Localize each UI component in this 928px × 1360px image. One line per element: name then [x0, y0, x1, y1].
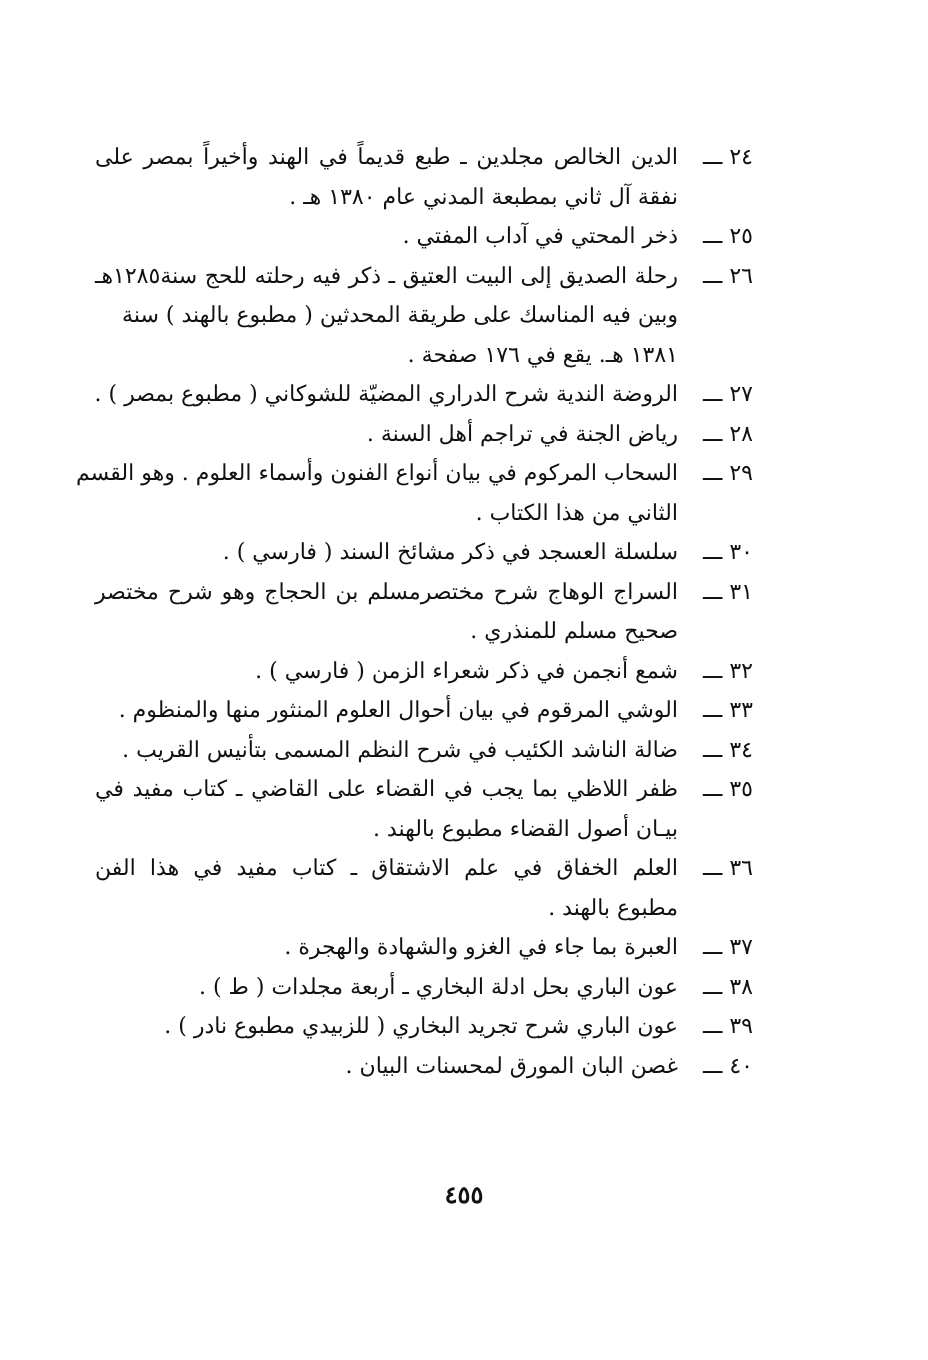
entry-text: الروضة الندية شرح الدراري المضيّة للشوكاني ( مطبوع بمصر ) .: [94, 382, 678, 407]
list-item: [95, 652, 753, 692]
entry-text: رياض الجنة في تراجم أهل السنة .: [366, 421, 678, 447]
entry-number: ٣٨ ـــ: [703, 974, 753, 1000]
entry-text: ١٣٨١ هـ. يقع في ١٧٦ صفحة .: [407, 342, 678, 368]
entry-text: السراج الوهاج شرح مختصرمسلم بن الحجاج وهو شرح مختصر: [95, 579, 678, 605]
entry-number: ٣٣ ـــ: [703, 698, 753, 723]
list-item: [95, 1047, 753, 1087]
entry-number: ٣٩ ـــ: [703, 1014, 753, 1039]
entry-text: الوشي المرقوم في بيان أحوال العلوم المنثور منها والمنظوم .: [118, 698, 678, 723]
entry-text: السحاب المركوم في بيان أنواع الفنون وأسماء العلوم . وهو القسم: [76, 461, 678, 486]
list-item: [95, 138, 753, 217]
list-item: [95, 928, 753, 968]
list-item: [95, 1007, 753, 1047]
entry-number: ٣٤ ـــ: [703, 737, 753, 763]
entry-number: ٢٨ ـــ: [703, 421, 753, 447]
entry-number: ٢٩ ـــ: [703, 461, 753, 486]
list-item: [95, 375, 753, 415]
entry-text: ظفر اللاظي بما يجب في القضاء على القاضي ـ كتاب مفيد في: [95, 777, 678, 802]
entry-text: ضالة الناشد الكئيب في شرح النظم المسمى بتأنيس القريب .: [122, 737, 678, 763]
entry-number: ٣٦ ـــ: [703, 856, 753, 881]
list-item: [76, 454, 753, 533]
entry-text: صحيح مسلم للمنذري .: [470, 619, 678, 644]
list-item: [95, 415, 753, 455]
entry-text: غصن البان المورق لمحسنات البيان .: [345, 1053, 678, 1079]
entry-text: الدين الخالص مجلدين ـ طبع قديماً في الهند وأخيراً بمصر على: [95, 145, 678, 170]
entry-number: ٢٤ ـــ: [703, 145, 753, 170]
entry-number: ٣٢ ـــ: [703, 658, 753, 684]
entry-number: ٢٦ ـــ: [703, 263, 753, 289]
entry-text: الثاني من هذا الكتاب .: [475, 500, 678, 526]
entry-text: عون الباري بحل ادلة البخاري ـ أربعة مجلدات ( ط ) .: [198, 974, 678, 1000]
list-item: [95, 731, 753, 771]
entry-number: ٢٧ ـــ: [703, 382, 753, 407]
list-item: [95, 770, 753, 849]
entry-text: العبرة بما جاء في الغزو والشهادة والهجرة .: [284, 935, 678, 960]
entry-number: ٣١ ـــ: [703, 579, 753, 605]
list-item: [95, 849, 753, 928]
entry-text: بيـان أصول القضاء مطبوع بالهند .: [372, 816, 678, 842]
list-item: [95, 257, 753, 376]
list-item: [95, 968, 753, 1008]
entry-text: نفقة آل ثاني بمطبعة المدني عام ١٣٨٠ هـ .: [289, 184, 678, 210]
list-item: [95, 691, 753, 731]
entry-text: شمع أنجمن في ذكر شعراء الزمن ( فارسي ) .: [255, 658, 678, 684]
entry-number: ٣٠ ـــ: [703, 540, 753, 565]
entry-number: ٣٥ ـــ: [703, 777, 753, 802]
entry-text: رحلة الصديق إلى البيت العتيق ـ ذكر فيه رحلته للحج سنة١٢٨٥هـ: [95, 263, 678, 289]
entry-text: عون الباري شرح تجريد البخاري ( للزبيدي مطبوع نادر ) .: [164, 1014, 678, 1039]
list-item: [95, 217, 753, 257]
book-entry-list: [76, 138, 753, 1086]
entry-text: سلسلة العسجد في ذكر مشائخ السند ( فارسي ) .: [222, 540, 678, 565]
entry-text: مطبوع بالهند .: [548, 895, 678, 921]
entry-number: ٢٥ ـــ: [703, 224, 753, 249]
entry-text: وبين فيه المناسك على طريقة المحدثين ( مطبوع بالهند ) سنة: [122, 303, 678, 328]
entry-text: العلم الخفاق في علم الاشتقاق ـ كتاب مفيد في هذا الفن: [95, 856, 678, 881]
list-item: [95, 573, 753, 652]
list-item: [95, 533, 753, 573]
entry-text: ذخر المحتي في آداب المفتي .: [402, 224, 678, 249]
entry-number: ٤٠ ـــ: [703, 1053, 753, 1079]
page-number: ٤٥٥: [444, 1180, 484, 1209]
entry-number: ٣٧ ـــ: [703, 935, 753, 960]
